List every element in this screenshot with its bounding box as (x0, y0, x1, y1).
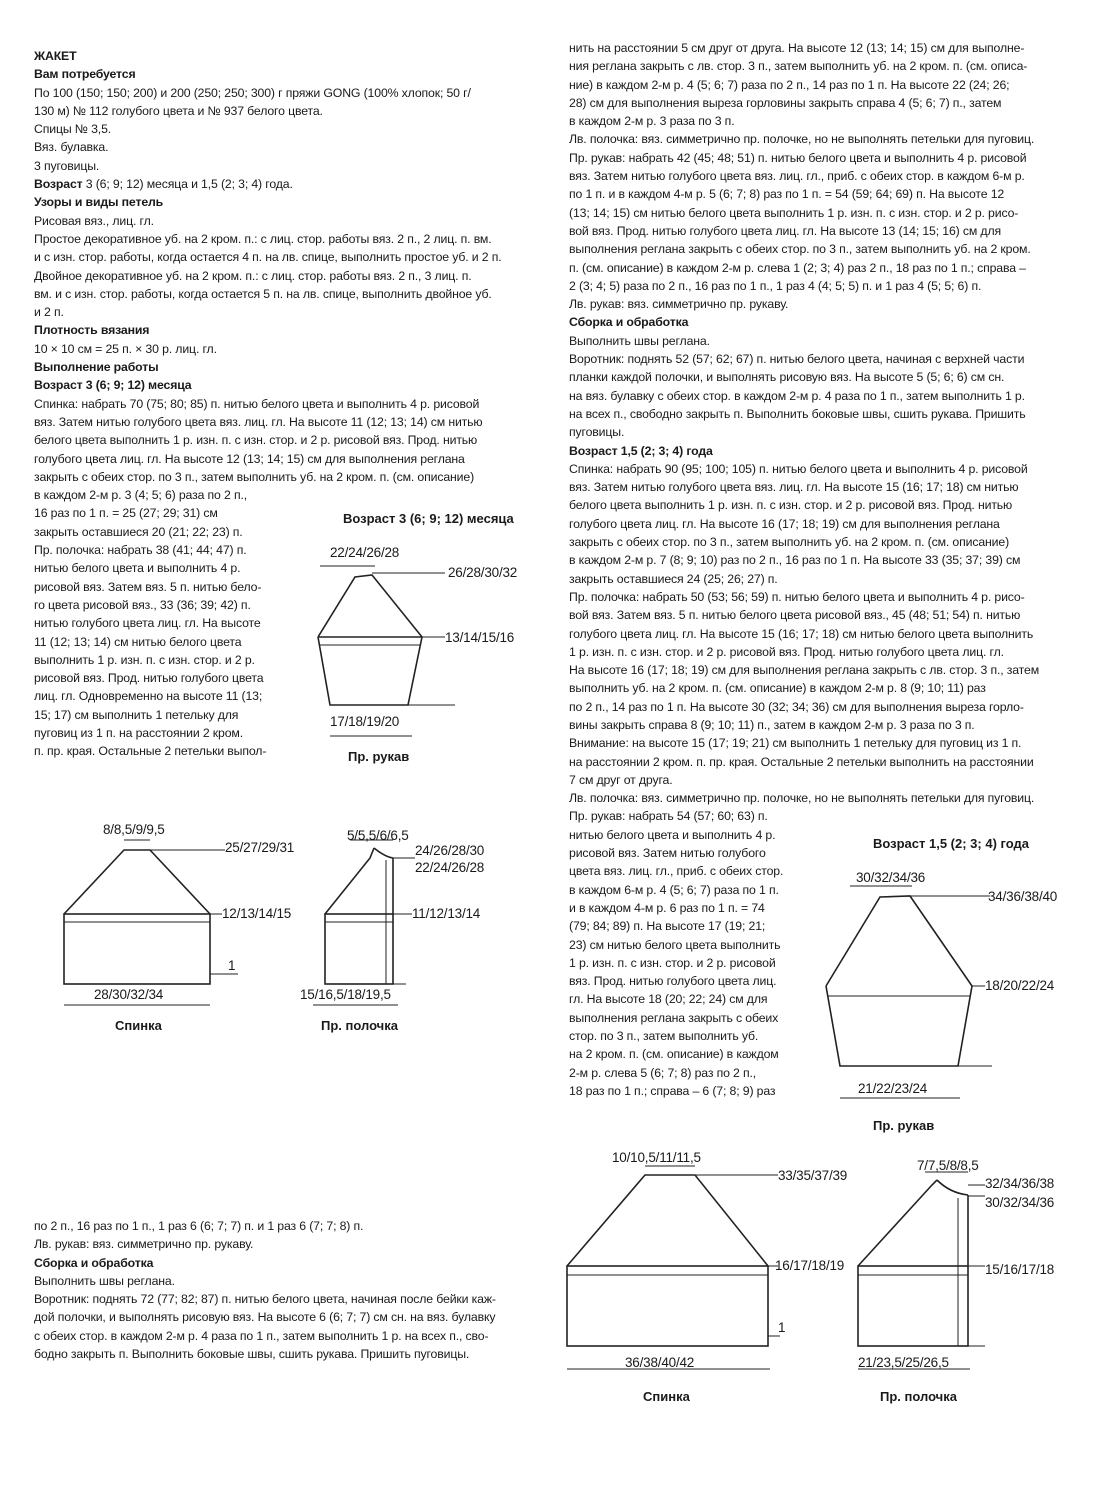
text-line: 2 (3; 4; 5) раза по 2 п., 16 раз по 1 п., 1 раз 4 (4; 5; 5) п. и 1 раз 4 (5; 5; 6) п. (569, 278, 982, 293)
text-line: Двойное декоративное уб. на 2 кром. п.: с лиц. стор. работы вяз. 2 п., 3 лиц. п. (34, 268, 472, 283)
text-line: 18 раз по 1 п.; справа – 6 (7; 8; 9) раз (569, 1083, 776, 1098)
back-top-width: 10/10,5/11/11,5 (612, 1150, 701, 1165)
heading-assembly: Сборка и обработка (34, 1255, 154, 1270)
text-line: стор. по 3 п., затем выполнить уб. (569, 1029, 759, 1044)
text-line: Лв. рукав: вяз. симметрично пр. рукаву. (34, 1237, 254, 1252)
text-line: 10 × 10 см = 25 п. × 30 р. лиц. гл. (34, 341, 217, 356)
text-line: и 2 п. (34, 305, 64, 320)
text-line: планки каждой полочки, и выполнять рисовую вяз. На высоте 5 (5; 6; 6) см сн. (569, 370, 1005, 385)
text-line: выполнить уб. на 2 кром. п. (см. описание) в каждом 2-м р. 8 (9; 10; 11) раз (569, 681, 986, 696)
text-line: Простое декоративное уб. на 2 кром. п.: с лиц. стор. работы вяз. 2 п., 2 лиц. п. вм. (34, 231, 492, 246)
text-line: выполнить 1 р. изн. п. с изн. стор. и 2 р. (34, 652, 255, 667)
text-line: Пр. полочка: набрать 38 (41; 44; 47) п. (34, 543, 247, 558)
text-line: цвета вяз. лиц. гл., приб. с обеих стор. (569, 864, 784, 879)
text-line: Спицы № 3,5. (34, 122, 112, 137)
front-height-mid: 15/16/17/18 (985, 1262, 1055, 1277)
text-line: пуговиц из 1 п. на расстоянии 2 кром. (34, 725, 243, 740)
text-line: Вяз. булавка. (34, 140, 109, 155)
text-line: 11 (12; 13; 14) см нитью белого цвета (34, 634, 242, 649)
text-line: с обеих стор. в каждом 2-м р. 4 раза по 1 п., затем выполнить 1 р. на всех п., сво- (34, 1328, 489, 1343)
text-line: вяз. Затем нитью голубого цвета вяз. лиц. гл., приб. с обеих стор. в каждом 6-м р. (569, 169, 1025, 184)
heading-age: Возраст (34, 177, 83, 192)
age-value: 3 (6; 9; 12) месяца и 1,5 (2; 3; 4) года. (82, 177, 293, 192)
text-line: вяз. Затем нитью голубого цвета вяз. лиц. гл. На высоте 15 (16; 17; 18) см нитью (569, 480, 1019, 495)
text-line: рисовой вяз. Затем нитью голубого (569, 846, 766, 861)
heading-age-group-1: Возраст 3 (6; 9; 12) месяца (34, 378, 192, 393)
front-bottom-width: 21/23,5/25/26,5 (858, 1355, 949, 1370)
back-band-height: 1 (778, 1320, 786, 1335)
front-height-total: 24/26/28/30 (415, 843, 485, 858)
text-line: 7 см друг от друга. (569, 772, 673, 787)
text-line: и в каждом 4-м р. 6 раз по 1 п. = 74 (569, 900, 765, 915)
sleeve-top-width: 22/24/26/28 (330, 545, 400, 560)
back-height-total: 25/27/29/31 (225, 840, 295, 855)
text-line: в каждом 2-м р. 7 (8; 9; 10) раз по 2 п., 16 раз по 1 п. На высоте 33 (35; 37; 39) см (569, 553, 1021, 568)
text-line: нитью белого цвета и выполнить 4 р. (569, 827, 776, 842)
front-raglan (858, 1180, 937, 1266)
text-line: белого цвета выполнить 1 р. изн. п. с изн. стор. и 2 р. рисовой вяз. Прод. нитью (569, 498, 1013, 513)
text-line: Спинка: набрать 70 (75; 80; 85) п. нитью белого цвета и выполнить 4 р. рисовой (34, 396, 480, 411)
text-line: ния реглана закрыть с лв. стор. 3 п., затем выполнить уб. на 2 кром. п. (см. описа- (569, 59, 1028, 74)
sleeve-caption: Пр. рукав (873, 1118, 935, 1133)
text-line: закрыть оставшиеся 20 (21; 22; 23) п. (34, 524, 243, 539)
text-line: вой вяз. Затем вяз. 5 п. нитью белого цвета рисовой вяз., 45 (48; 51; 54) п. нитью (569, 608, 1021, 623)
text-line: и с изн. стор. работы, когда остается 4 п. на лв. спице, выполнить простое уб. и 2 п. (34, 250, 502, 265)
front-caption: Пр. полочка (880, 1389, 957, 1404)
heading-work: Выполнение работы (34, 360, 159, 375)
sleeve-height-mid: 13/14/15/16 (445, 630, 515, 645)
text-line: п. пр. края. Остальные 2 петельки выпол- (34, 744, 267, 759)
text-line: Выполнить швы реглана. (569, 333, 710, 348)
text-line: вм. и с изн. стор. работы, когда остается 5 п. на лв. спице, выполнить двойное уб. (34, 286, 492, 301)
front-height-neck: 30/32/34/36 (985, 1195, 1055, 1210)
text-line: ние) в каждом 2-м р. 4 (5; 6; 7) раза по 2 п., 14 раз по 1 п. На высоте 22 (24; 26; (569, 77, 1010, 92)
text-line: Спинка: набрать 90 (95; 100; 105) п. нитью белого цвета и выполнить 4 р. рисовой (569, 461, 1028, 476)
text-line: пуговицы. (569, 425, 625, 440)
front-caption: Пр. полочка (321, 1018, 398, 1033)
text-line: Выполнить швы реглана. (34, 1273, 175, 1288)
text-line: нить на расстоянии 5 см друг от друга. На высоте 12 (13; 14; 15) см для выполне- (569, 41, 1025, 55)
text-line: в каждом 6-м р. 4 (5; 6; 7) раза по 1 п. (569, 882, 779, 897)
text-line: рисовой вяз. Прод. нитью голубого цвета (34, 671, 264, 686)
text-line: Лв. полочка: вяз. симметрично пр. полочке, но не выполнять петельки для пуговиц. (569, 791, 1035, 806)
text-line: 2-м р. слева 5 (6; 7; 8) раз по 2 п., (569, 1065, 757, 1080)
front-height-mid: 11/12/13/14 (412, 906, 481, 921)
text-line: Лв. полочка: вяз. симметрично пр. полочке, но не выполнять петельки для пуговиц. (569, 132, 1035, 147)
front-height-neck: 22/24/26/28 (415, 860, 485, 875)
article-title: ЖАКЕТ (34, 49, 77, 63)
front-neck-width: 7/7,5/8/8,5 (917, 1158, 979, 1173)
heading-assembly: Сборка и обработка (569, 315, 689, 330)
text-line: 1 р. изн. п. с изн. стор. и 2 р. рисовой вяз. Прод. нитью голубого цвета лиц. гл. (569, 644, 1004, 659)
text-line: 23) см нитью белого цвета выполнить (569, 937, 781, 952)
front-height-total: 32/34/36/38 (985, 1176, 1055, 1191)
back-top-width: 8/8,5/9/9,5 (103, 822, 165, 837)
text-line: на всех п., свободно закрыть п. Выполнить боковые швы, сшить рукава. Пришить (569, 406, 1026, 421)
text-line: 1 р. изн. п. с изн. стор. и 2 р. рисовой (569, 955, 776, 970)
text-line: (79; 84; 89) п. На высоте 17 (19; 21; (569, 919, 766, 934)
text-line: на вяз. булавку с обеих стор. в каждом 2-м р. 4 раза по 1 п., затем выполнить 1 р. (569, 388, 1025, 403)
back-bottom-width: 36/38/40/42 (625, 1355, 695, 1370)
text-line: по 2 п., 14 раз по 1 п. На высоте 30 (32; 34; 36) см для выполнения выреза горло- (569, 699, 1024, 714)
sleeve-bottom-width: 17/18/19/20 (330, 714, 400, 729)
text-line: голубого цвета лиц. гл. На высоте 15 (16; 17; 18) см нитью белого цвета выполнить (569, 626, 1034, 641)
text-line: лиц. гл. Одновременно на высоте 11 (13; (34, 689, 263, 704)
text-line: бодно закрыть п. Выполнить боковые швы, сшить рукава. Пришить пуговицы. (34, 1347, 470, 1362)
text-line: закрыть с обеих стор. по 3 п., затем выполнить уб. на 2 кром. п. (см. описание) (569, 535, 1010, 550)
text-line: дой полочки, и выполнять рисовую вяз. На высоте 6 (6; 7; 7) см сн. на вяз. булавку (34, 1310, 496, 1325)
text-line: По 100 (150; 150; 200) и 200 (250; 250; 300) г пряжи GONG (100% хлопок; 50 г/ (34, 85, 471, 100)
back-height-mid: 12/13/14/15 (222, 906, 292, 921)
front-bottom-width: 15/16,5/18/19,5 (300, 987, 391, 1002)
text-line: голубого цвета лиц. гл. На высоте 16 (17; 18; 19) см для выполнения реглана (569, 516, 1000, 531)
back-band-height: 1 (228, 958, 236, 973)
sleeve-height-total: 26/28/30/32 (448, 565, 518, 580)
back-caption: Спинка (115, 1018, 162, 1033)
text-line: Рисовая вяз., лиц. гл. (34, 213, 154, 228)
front-neckline (937, 1180, 968, 1195)
text-line: 3 пуговицы. (34, 158, 100, 173)
text-line: гл. На высоте 18 (20; 22; 24) см для (569, 992, 768, 1007)
heading-age-group-2: Возраст 1,5 (2; 3; 4) года (569, 443, 713, 458)
text-line: Воротник: поднять 72 (77; 82; 87) п. нитью белого цвета, начиная после бейки каж- (34, 1292, 496, 1307)
sleeve-caption: Пр. рукав (348, 749, 410, 764)
text-line: выполнения реглана закрыть с обеих стор. по 3 п., затем выполнить уб. на 2 кром. (569, 242, 1031, 257)
back-bottom-width: 28/30/32/34 (94, 987, 164, 1002)
front-body (858, 1266, 968, 1346)
text-line: голубого цвета лиц. гл. На высоте 12 (13; 14; 15) см для выполнения реглана (34, 451, 465, 466)
text-line: Воротник: поднять 52 (57; 62; 67) п. нитью белого цвета, начиная с верхней части (569, 352, 1025, 367)
text-line: 15; 17) см выполнить 1 петельку для (34, 707, 239, 722)
sleeve-top-width: 30/32/34/36 (856, 870, 926, 885)
sleeve-height-mid: 18/20/22/24 (985, 978, 1055, 993)
text-line: вяз. Прод. нитью голубого цвета лиц. (569, 974, 777, 989)
heading-density: Плотность вязания (34, 323, 150, 338)
text-line: Пр. рукав: набрать 54 (57; 60; 63) п. (569, 809, 768, 824)
text-line: го цвета рисовой вяз., 33 (36; 39; 42) п. (34, 597, 251, 612)
text-line: п. (см. описание) в каждом 2-м р. слева 1 (2; 3; 4) раз 2 п., 18 раз по 1 п.; справа – (569, 260, 1026, 275)
text-line: в каждом 2-м р. 3 раза по 3 п. (569, 114, 735, 129)
sleeve-height-total: 34/36/38/40 (988, 889, 1058, 904)
heading-patterns: Узоры и виды петель (34, 195, 164, 210)
text-line: 16 раз по 1 п. = 25 (27; 29; 31) см (34, 506, 218, 521)
sleeve-bottom-width: 21/22/23/24 (858, 1081, 928, 1096)
text-line: выполнения реглана закрыть с обеих (569, 1010, 779, 1025)
text-line: Внимание: на высоте 15 (17; 19; 21) см выполнить 1 петельку для пуговиц из 1 п. (569, 736, 1022, 751)
text-line: вой вяз. Прод. нитью голубого цвета лиц. гл. На высоте 13 (14; 15; 16) см для (569, 223, 1001, 238)
text-line: На высоте 16 (17; 18; 19) см для выполнения реглана закрыть с лв. стор. 3 п., затем (569, 663, 1040, 678)
text-line: Пр. полочка: набрать 50 (53; 56; 59) п. нитью белого цвета и выполнить 4 р. рисо- (569, 589, 1025, 604)
text-line: на 2 кром. п. (см. описание) в каждом (569, 1047, 779, 1062)
text-line: 130 м) № 112 голубого цвета и № 937 белого цвета. (34, 103, 323, 118)
text-line: (13; 14; 15) см нитью белого цвета выполнить 1 р. изн. п. с изн. стор. и 2 р. рисо- (569, 205, 1019, 220)
text-line: закрыть оставшиеся 24 (25; 26; 27) п. (569, 571, 778, 586)
text-line: Лв. рукав: вяз. симметрично пр. рукаву. (569, 297, 789, 312)
text-line: по 2 п., 16 раз по 1 п., 1 раз 6 (6; 7; 7) п. и 1 раз 6 (7; 7; 8) п. (34, 1219, 364, 1233)
diagram-set-title: Возраст 1,5 (2; 3; 4) года (873, 836, 1030, 851)
text-line: на расстоянии 2 кром. п. пр. края. Остальные 2 петельки выполнить на расстоянии (569, 754, 1034, 769)
text-line: Пр. рукав: набрать 42 (45; 48; 51) п. нитью белого цвета и выполнить 4 р. рисовой (569, 150, 1027, 165)
text-line: закрыть с обеих стор. по 3 п., затем выполнить уб. на 2 кром. п. (см. описание) (34, 469, 475, 484)
back-height-mid: 16/17/18/19 (775, 1258, 845, 1273)
text-line: 28) см для выполнения выреза горловины закрыть справа 4 (5; 6; 7) п., затем (569, 95, 1002, 110)
text-line: в каждом 2-м р. 3 (4; 5; 6) раза по 2 п., (34, 488, 248, 503)
diagram-set-title: Возраст 3 (6; 9; 12) месяца (343, 511, 514, 526)
text-line: белого цвета выполнить 1 р. изн. п. с изн. стор. и 2 р. рисовой вяз. Прод. нитью (34, 433, 478, 448)
text-line: нитью белого цвета и выполнить 4 р. (34, 561, 241, 576)
text-line: вяз. Затем нитью голубого цвета вяз. лиц. гл. На высоте 11 (12; 13; 14) см нитью (34, 414, 483, 429)
back-caption: Спинка (643, 1389, 690, 1404)
front-neck-width: 5/5,5/6/6,5 (347, 828, 409, 843)
text-line: нитью голубого цвета лиц. гл. На высоте (34, 616, 261, 631)
back-height-total: 33/35/37/39 (778, 1168, 848, 1183)
text-line: вины закрыть справа 8 (9; 10; 11) п., затем в каждом 2-м р. 3 раза по 3 п. (569, 717, 975, 732)
text-line: по 1 п. и в каждом 4-м р. 5 (6; 7; 8) раз по 1 п. = 54 (59; 64; 69) п. На высоте 12 (569, 187, 1005, 202)
heading-materials: Вам потребуется (34, 67, 136, 82)
text-line: рисовой вяз. Затем вяз. 5 п. нитью бело- (34, 579, 262, 594)
